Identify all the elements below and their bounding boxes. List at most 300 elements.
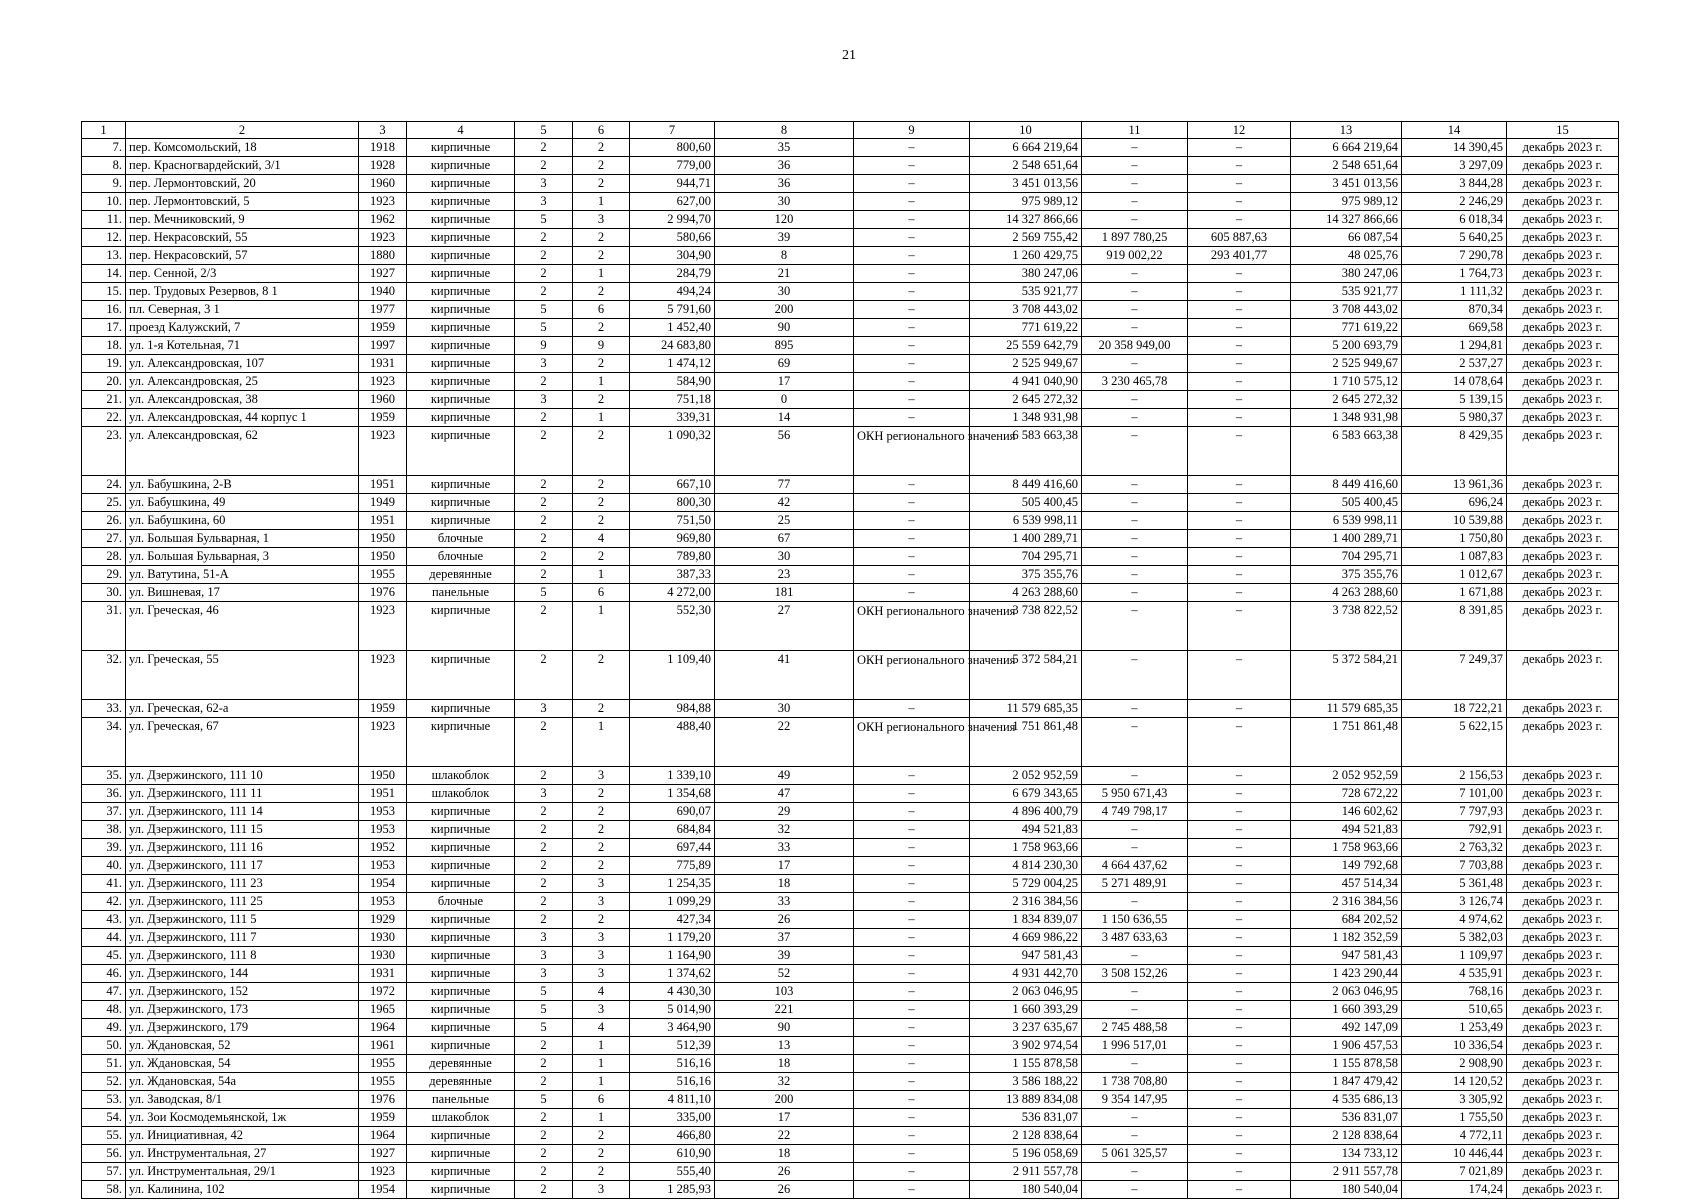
entrances-cell: 2 (573, 512, 630, 530)
cost-per-sqm-cell: 10 446,44 (1402, 1145, 1507, 1163)
residents-cell: 56 (715, 427, 854, 476)
entrances-cell: 6 (573, 301, 630, 319)
residents-cell: 37 (715, 929, 854, 947)
floors-cell: 2 (515, 857, 573, 875)
fund-cost-cell: – (1082, 821, 1188, 839)
row-number-cell: 14. (82, 265, 126, 283)
owner-cost-cell: 1 758 963,66 (1291, 839, 1402, 857)
fund-cost-cell: 4 749 798,17 (1082, 803, 1188, 821)
wall-material-cell: кирпичные (407, 229, 515, 247)
address-cell: пер. Некрасовский, 55 (126, 229, 359, 247)
total-cost-cell: 1 260 429,75 (970, 247, 1082, 265)
fund-cost-cell: – (1082, 157, 1188, 175)
total-cost-cell: 2 525 949,67 (970, 355, 1082, 373)
owner-cost-cell: 134 733,12 (1291, 1145, 1402, 1163)
regional-cost-cell: – (1188, 947, 1291, 965)
okn-status-cell: – (854, 893, 970, 911)
cost-per-sqm-cell: 7 797,93 (1402, 803, 1507, 821)
owner-cost-cell: 8 449 416,60 (1291, 476, 1402, 494)
regional-cost-cell: – (1188, 139, 1291, 157)
okn-status-cell: – (854, 785, 970, 803)
owner-cost-cell: 1 348 931,98 (1291, 409, 1402, 427)
row-number-cell: 15. (82, 283, 126, 301)
regional-cost-cell: – (1188, 1181, 1291, 1199)
cost-per-sqm-cell: 8 429,35 (1402, 427, 1507, 476)
regional-cost-cell: – (1188, 566, 1291, 584)
owner-cost-cell: 6 539 998,11 (1291, 512, 1402, 530)
wall-material-cell: кирпичные (407, 821, 515, 839)
entrances-cell: 1 (573, 1055, 630, 1073)
residents-cell: 25 (715, 512, 854, 530)
completion-date-cell: декабрь 2023 г. (1507, 283, 1619, 301)
year-built-cell: 1959 (359, 319, 407, 337)
total-cost-cell: 3 738 822,52 (970, 602, 1082, 651)
address-cell: ул. Греческая, 67 (126, 718, 359, 767)
regional-cost-cell: – (1188, 319, 1291, 337)
regional-cost-cell: – (1188, 651, 1291, 700)
wall-material-cell: кирпичные (407, 1181, 515, 1199)
cost-per-sqm-cell: 7 703,88 (1402, 857, 1507, 875)
table-row (82, 1109, 1619, 1127)
total-cost-cell: 947 581,43 (970, 947, 1082, 965)
fund-cost-cell: – (1082, 211, 1188, 229)
table-row (82, 718, 1619, 767)
total-cost-cell: 2 569 755,42 (970, 229, 1082, 247)
owner-cost-cell: 1 182 352,59 (1291, 929, 1402, 947)
area-cell: 3 464,90 (630, 1019, 715, 1037)
year-built-cell: 1960 (359, 391, 407, 409)
regional-cost-cell: – (1188, 1055, 1291, 1073)
area-cell: 1 339,10 (630, 767, 715, 785)
completion-date-cell: декабрь 2023 г. (1507, 983, 1619, 1001)
okn-status-cell: ОКН регионального значения (854, 427, 970, 476)
area-cell: 627,00 (630, 193, 715, 211)
regional-cost-cell: – (1188, 1073, 1291, 1091)
owner-cost-cell: 975 989,12 (1291, 193, 1402, 211)
residents-cell: 30 (715, 548, 854, 566)
table-row (82, 373, 1619, 391)
regional-cost-cell: – (1188, 1019, 1291, 1037)
column-header-7: 7 (630, 122, 715, 139)
entrances-cell: 2 (573, 857, 630, 875)
cost-per-sqm-cell: 5 622,15 (1402, 718, 1507, 767)
wall-material-cell: кирпичные (407, 651, 515, 700)
residents-cell: 32 (715, 1073, 854, 1091)
completion-date-cell: декабрь 2023 г. (1507, 494, 1619, 512)
cost-per-sqm-cell: 1 253,49 (1402, 1019, 1507, 1037)
okn-status-cell: – (854, 512, 970, 530)
address-cell: ул. Александровская, 38 (126, 391, 359, 409)
address-cell: ул. Ждановская, 52 (126, 1037, 359, 1055)
floors-cell: 2 (515, 1145, 573, 1163)
address-cell: ул. Дзержинского, 111 14 (126, 803, 359, 821)
wall-material-cell: кирпичные (407, 1001, 515, 1019)
row-number-cell: 45. (82, 947, 126, 965)
total-cost-cell: 25 559 642,79 (970, 337, 1082, 355)
total-cost-cell: 3 451 013,56 (970, 175, 1082, 193)
owner-cost-cell: 5 372 584,21 (1291, 651, 1402, 700)
regional-cost-cell: – (1188, 893, 1291, 911)
completion-date-cell: декабрь 2023 г. (1507, 1019, 1619, 1037)
owner-cost-cell: 375 355,76 (1291, 566, 1402, 584)
floors-cell: 2 (515, 265, 573, 283)
row-number-cell: 39. (82, 839, 126, 857)
fund-cost-cell: – (1082, 602, 1188, 651)
row-number-cell: 19. (82, 355, 126, 373)
address-cell: ул. Дзержинского, 111 5 (126, 911, 359, 929)
floors-cell: 2 (515, 1073, 573, 1091)
address-cell: пер. Некрасовский, 57 (126, 247, 359, 265)
table-row (82, 839, 1619, 857)
entrances-cell: 2 (573, 1163, 630, 1181)
regional-cost-cell: – (1188, 803, 1291, 821)
completion-date-cell: декабрь 2023 г. (1507, 965, 1619, 983)
year-built-cell: 1953 (359, 893, 407, 911)
area-cell: 1 164,90 (630, 947, 715, 965)
owner-cost-cell: 947 581,43 (1291, 947, 1402, 965)
year-built-cell: 1918 (359, 139, 407, 157)
floors-cell: 5 (515, 319, 573, 337)
floors-cell: 2 (515, 718, 573, 767)
address-cell: ул. Инструментальная, 29/1 (126, 1163, 359, 1181)
address-cell: ул. Инструментальная, 27 (126, 1145, 359, 1163)
row-number-cell: 34. (82, 718, 126, 767)
row-number-cell: 20. (82, 373, 126, 391)
okn-status-cell: – (854, 911, 970, 929)
residents-cell: 47 (715, 785, 854, 803)
okn-status-cell: – (854, 391, 970, 409)
address-cell: пл. Северная, 3 1 (126, 301, 359, 319)
address-cell: ул. Ждановская, 54а (126, 1073, 359, 1091)
address-cell: ул. Дзержинского, 152 (126, 983, 359, 1001)
entrances-cell: 2 (573, 157, 630, 175)
floors-cell: 2 (515, 1181, 573, 1199)
fund-cost-cell: 4 664 437,62 (1082, 857, 1188, 875)
wall-material-cell: кирпичные (407, 1037, 515, 1055)
okn-status-cell: – (854, 476, 970, 494)
row-number-cell: 24. (82, 476, 126, 494)
table-row (82, 1073, 1619, 1091)
floors-cell: 5 (515, 301, 573, 319)
entrances-cell: 4 (573, 1019, 630, 1037)
table-row (82, 875, 1619, 893)
column-header-12: 12 (1188, 122, 1291, 139)
entrances-cell: 1 (573, 718, 630, 767)
completion-date-cell: декабрь 2023 г. (1507, 839, 1619, 857)
fund-cost-cell: 5 061 325,57 (1082, 1145, 1188, 1163)
owner-cost-cell: 1 906 457,53 (1291, 1037, 1402, 1055)
area-cell: 800,30 (630, 494, 715, 512)
address-cell: ул. Ждановская, 54 (126, 1055, 359, 1073)
floors-cell: 2 (515, 247, 573, 265)
regional-cost-cell: – (1188, 373, 1291, 391)
regional-cost-cell: – (1188, 1109, 1291, 1127)
residents-cell: 26 (715, 911, 854, 929)
row-number-cell: 11. (82, 211, 126, 229)
residents-cell: 67 (715, 530, 854, 548)
year-built-cell: 1880 (359, 247, 407, 265)
cost-per-sqm-cell: 1 111,32 (1402, 283, 1507, 301)
fund-cost-cell: 20 358 949,00 (1082, 337, 1188, 355)
residents-cell: 33 (715, 893, 854, 911)
completion-date-cell: декабрь 2023 г. (1507, 548, 1619, 566)
wall-material-cell: кирпичные (407, 175, 515, 193)
wall-material-cell: кирпичные (407, 301, 515, 319)
year-built-cell: 1960 (359, 175, 407, 193)
entrances-cell: 2 (573, 785, 630, 803)
year-built-cell: 1927 (359, 265, 407, 283)
residents-cell: 120 (715, 211, 854, 229)
entrances-cell: 1 (573, 1073, 630, 1091)
floors-cell: 3 (515, 965, 573, 983)
cost-per-sqm-cell: 3 844,28 (1402, 175, 1507, 193)
cost-per-sqm-cell: 13 961,36 (1402, 476, 1507, 494)
okn-status-cell: – (854, 1181, 970, 1199)
completion-date-cell: декабрь 2023 г. (1507, 139, 1619, 157)
floors-cell: 3 (515, 355, 573, 373)
cost-per-sqm-cell: 4 974,62 (1402, 911, 1507, 929)
table-row (82, 566, 1619, 584)
cost-per-sqm-cell: 5 361,48 (1402, 875, 1507, 893)
wall-material-cell: кирпичные (407, 283, 515, 301)
address-cell: пер. Красногвардейский, 3/1 (126, 157, 359, 175)
table-row (82, 283, 1619, 301)
entrances-cell: 9 (573, 337, 630, 355)
area-cell: 684,84 (630, 821, 715, 839)
area-cell: 516,16 (630, 1055, 715, 1073)
completion-date-cell: декабрь 2023 г. (1507, 1109, 1619, 1127)
floors-cell: 2 (515, 1037, 573, 1055)
regional-cost-cell: – (1188, 839, 1291, 857)
residents-cell: 17 (715, 857, 854, 875)
floors-cell: 2 (515, 157, 573, 175)
address-cell: ул. Дзержинского, 111 11 (126, 785, 359, 803)
area-cell: 1 090,32 (630, 427, 715, 476)
okn-status-cell: ОКН регионального значения (854, 651, 970, 700)
address-cell: ул. Бабушкина, 49 (126, 494, 359, 512)
owner-cost-cell: 146 602,62 (1291, 803, 1402, 821)
area-cell: 789,80 (630, 548, 715, 566)
wall-material-cell: панельные (407, 584, 515, 602)
column-header-8: 8 (715, 122, 854, 139)
column-header-4: 4 (407, 122, 515, 139)
residents-cell: 36 (715, 157, 854, 175)
regional-cost-cell: – (1188, 512, 1291, 530)
residents-cell: 22 (715, 1127, 854, 1145)
table-row (82, 229, 1619, 247)
entrances-cell: 2 (573, 427, 630, 476)
wall-material-cell: деревянные (407, 566, 515, 584)
wall-material-cell: панельные (407, 1091, 515, 1109)
total-cost-cell: 3 586 188,22 (970, 1073, 1082, 1091)
row-number-cell: 12. (82, 229, 126, 247)
regional-cost-cell: – (1188, 157, 1291, 175)
column-header-9: 9 (854, 122, 970, 139)
cost-per-sqm-cell: 1 294,81 (1402, 337, 1507, 355)
year-built-cell: 1923 (359, 427, 407, 476)
entrances-cell: 2 (573, 175, 630, 193)
entrances-cell: 4 (573, 530, 630, 548)
address-cell: пер. Лермонтовский, 5 (126, 193, 359, 211)
total-cost-cell: 494 521,83 (970, 821, 1082, 839)
regional-cost-cell: – (1188, 548, 1291, 566)
year-built-cell: 1959 (359, 409, 407, 427)
year-built-cell: 1953 (359, 803, 407, 821)
entrances-cell: 3 (573, 211, 630, 229)
owner-cost-cell: 2 525 949,67 (1291, 355, 1402, 373)
year-built-cell: 1927 (359, 1145, 407, 1163)
table-row (82, 911, 1619, 929)
okn-status-cell: – (854, 1019, 970, 1037)
entrances-cell: 2 (573, 651, 630, 700)
area-cell: 969,80 (630, 530, 715, 548)
completion-date-cell: декабрь 2023 г. (1507, 947, 1619, 965)
cost-per-sqm-cell: 10 336,54 (1402, 1037, 1507, 1055)
floors-cell: 3 (515, 193, 573, 211)
table-row (82, 337, 1619, 355)
total-cost-cell: 5 372 584,21 (970, 651, 1082, 700)
regional-cost-cell: 605 887,63 (1188, 229, 1291, 247)
owner-cost-cell: 728 672,22 (1291, 785, 1402, 803)
floors-cell: 5 (515, 1091, 573, 1109)
regional-cost-cell: – (1188, 1163, 1291, 1181)
cost-per-sqm-cell: 696,24 (1402, 494, 1507, 512)
okn-status-cell: – (854, 947, 970, 965)
year-built-cell: 1930 (359, 929, 407, 947)
cost-per-sqm-cell: 8 391,85 (1402, 602, 1507, 651)
wall-material-cell: кирпичные (407, 1145, 515, 1163)
completion-date-cell: декабрь 2023 г. (1507, 476, 1619, 494)
area-cell: 1 254,35 (630, 875, 715, 893)
wall-material-cell: шлакоблок (407, 785, 515, 803)
owner-cost-cell: 11 579 685,35 (1291, 700, 1402, 718)
address-cell: ул. Вишневая, 17 (126, 584, 359, 602)
cost-per-sqm-cell: 5 139,15 (1402, 391, 1507, 409)
cost-per-sqm-cell: 792,91 (1402, 821, 1507, 839)
row-number-cell: 51. (82, 1055, 126, 1073)
area-cell: 339,31 (630, 409, 715, 427)
table-row (82, 427, 1619, 476)
wall-material-cell: кирпичные (407, 803, 515, 821)
okn-status-cell: – (854, 803, 970, 821)
completion-date-cell: декабрь 2023 г. (1507, 803, 1619, 821)
table-row (82, 1001, 1619, 1019)
okn-status-cell: – (854, 211, 970, 229)
floors-cell: 5 (515, 211, 573, 229)
cost-per-sqm-cell: 7 101,00 (1402, 785, 1507, 803)
wall-material-cell: кирпичные (407, 373, 515, 391)
residents-cell: 18 (715, 875, 854, 893)
row-number-cell: 33. (82, 700, 126, 718)
table-row (82, 494, 1619, 512)
table-row (82, 548, 1619, 566)
row-number-cell: 54. (82, 1109, 126, 1127)
total-cost-cell: 11 579 685,35 (970, 700, 1082, 718)
owner-cost-cell: 1 710 575,12 (1291, 373, 1402, 391)
address-cell: ул. Дзержинского, 111 16 (126, 839, 359, 857)
regional-cost-cell: – (1188, 602, 1291, 651)
wall-material-cell: шлакоблок (407, 767, 515, 785)
cost-per-sqm-cell: 2 156,53 (1402, 767, 1507, 785)
completion-date-cell: декабрь 2023 г. (1507, 1181, 1619, 1199)
completion-date-cell: декабрь 2023 г. (1507, 821, 1619, 839)
floors-cell: 3 (515, 929, 573, 947)
total-cost-cell: 1 758 963,66 (970, 839, 1082, 857)
completion-date-cell: декабрь 2023 г. (1507, 718, 1619, 767)
owner-cost-cell: 3 738 822,52 (1291, 602, 1402, 651)
cost-per-sqm-cell: 7 021,89 (1402, 1163, 1507, 1181)
area-cell: 1 109,40 (630, 651, 715, 700)
cost-per-sqm-cell: 174,24 (1402, 1181, 1507, 1199)
completion-date-cell: декабрь 2023 г. (1507, 875, 1619, 893)
address-cell: ул. Дзержинского, 111 23 (126, 875, 359, 893)
wall-material-cell: кирпичные (407, 929, 515, 947)
okn-status-cell: – (854, 193, 970, 211)
completion-date-cell: декабрь 2023 г. (1507, 1055, 1619, 1073)
address-cell: ул. Дзержинского, 111 17 (126, 857, 359, 875)
year-built-cell: 1961 (359, 1037, 407, 1055)
completion-date-cell: декабрь 2023 г. (1507, 1037, 1619, 1055)
cost-per-sqm-cell: 1 755,50 (1402, 1109, 1507, 1127)
table-row (82, 983, 1619, 1001)
cost-per-sqm-cell: 3 126,74 (1402, 893, 1507, 911)
regional-cost-cell: – (1188, 700, 1291, 718)
area-cell: 751,18 (630, 391, 715, 409)
entrances-cell: 3 (573, 875, 630, 893)
table-row (82, 1055, 1619, 1073)
fund-cost-cell: – (1082, 175, 1188, 193)
total-cost-cell: 975 989,12 (970, 193, 1082, 211)
regional-cost-cell: – (1188, 983, 1291, 1001)
table-row (82, 247, 1619, 265)
year-built-cell: 1940 (359, 283, 407, 301)
address-cell: пер. Сенной, 2/3 (126, 265, 359, 283)
wall-material-cell: кирпичные (407, 1163, 515, 1181)
table-row (82, 785, 1619, 803)
area-cell: 4 272,00 (630, 584, 715, 602)
completion-date-cell: декабрь 2023 г. (1507, 566, 1619, 584)
entrances-cell: 2 (573, 283, 630, 301)
owner-cost-cell: 2 052 952,59 (1291, 767, 1402, 785)
row-number-cell: 38. (82, 821, 126, 839)
year-built-cell: 1955 (359, 1055, 407, 1073)
table-row (82, 1037, 1619, 1055)
row-number-cell: 57. (82, 1163, 126, 1181)
okn-status-cell: – (854, 157, 970, 175)
residents-cell: 42 (715, 494, 854, 512)
total-cost-cell: 4 814 230,30 (970, 857, 1082, 875)
fund-cost-cell: 919 002,22 (1082, 247, 1188, 265)
cost-per-sqm-cell: 7 290,78 (1402, 247, 1507, 265)
address-cell: проезд Калужский, 7 (126, 319, 359, 337)
floors-cell: 2 (515, 893, 573, 911)
owner-cost-cell: 492 147,09 (1291, 1019, 1402, 1037)
okn-status-cell: ОКН регионального значения (854, 602, 970, 651)
regional-cost-cell: – (1188, 301, 1291, 319)
row-number-cell: 52. (82, 1073, 126, 1091)
fund-cost-cell: 2 745 488,58 (1082, 1019, 1188, 1037)
year-built-cell: 1931 (359, 965, 407, 983)
header-row (82, 122, 1619, 139)
completion-date-cell: декабрь 2023 г. (1507, 211, 1619, 229)
area-cell: 984,88 (630, 700, 715, 718)
column-header-3: 3 (359, 122, 407, 139)
regional-cost-cell: – (1188, 409, 1291, 427)
cost-per-sqm-cell: 6 018,34 (1402, 211, 1507, 229)
entrances-cell: 1 (573, 373, 630, 391)
regional-cost-cell: – (1188, 391, 1291, 409)
total-cost-cell: 2 548 651,64 (970, 157, 1082, 175)
